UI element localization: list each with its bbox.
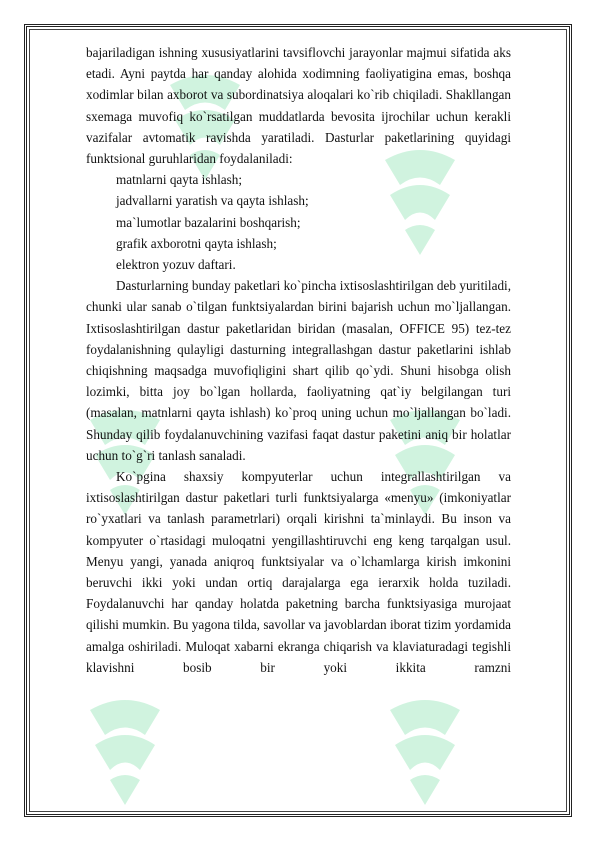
list-item: grafik axborotni qayta ishlash; — [116, 235, 277, 251]
leaf-logo-icon — [370, 690, 480, 810]
list-item: ma`lumotlar bazalarini boshqarish; — [116, 214, 301, 230]
list-item: elektron yozuv daftari. — [116, 257, 236, 273]
paragraph-1: bajariladigan ishning xususiyatlarini tavsiflovchi jarayonlar majmui sifatida aks etadi. Ayni paytda har qanday alohida xodimning faoliyatigina emas, boshqa xodimlar bilan axborot va subordinatsiya aloqalari ko`rib chiqiladi. Shakllangan sxemaga muvofiq ko`rsatilgan muddatlarda bevosita ijrochilar uchun kerakli vazifalar avtomatik ravishda yaratiladi. Dasturlar paketlarining quyidagi funktsional guruhlaridan foydalaniladi: — [86, 45, 511, 167]
document-body — [86, 42, 511, 678]
list-item: jadvallarni yaratish va qayta ishlash; — [116, 193, 309, 209]
list-item: matnlarni qayta ishlash; — [116, 172, 242, 188]
leaf-logo-icon — [70, 690, 180, 810]
paragraph-3: Ko`pgina shaxsiy kompyuterlar uchun integrallashtirilgan va ixtisoslashtirilgan dastur paketlari turli funktsiyalarga «menyu» (imkoniyatlar ro`yxatlari va tanlash parametrlari) orqali kirishni ta`minlaydi. Bu inson va kompyuter o`rtasidagi muloqatni yengillashtiruvchi eng keng tarqalgan usul. Menyu yangi, yanada aniqroq funktsiyalar va o`lchamlarga kirish imkonini beruvchi ikki yoki undan ortiq darajalarga ega ierarxik holda tuziladi. Foydalanuvchi har qanday holatda paketning barcha funktsiyasiga murojaat qilishi mumkin. Bu yagona tilda, savollar va javoblardan iborat tizim yordamida amalga oshiriladi. Muloqat xabarni ekranga chiqarish va klaviaturadagi tegishli klavishni bosib bir yoki ikkita ramzni — [86, 469, 511, 675]
paragraph-2: Dasturlarning bunday paketlari ko`pincha ixtisoslashtirilgan deb yuritiladi, chunki ular sanab o`tilgan funktsiyalardan birini bajarish uchun mo`ljallangan. Ixtisoslashtirilgan dastur paketlaridan biridan (masalan, OFFICE 95) tez-tez foydalanishning qulayligi dasturning integrallashgan dastur paketlarini ishlab chiqishning maqsadga muvofiqligini shart qilib qo`ydi. Shuni hisobga olish lozimki, bitta joy bo`lgan hollarda, faoliyatning qat`iy belgilangan turi (masalan, matnlarni qayta ishlash) ko`proq uning uchun mo`ljallangan bo`ladi. Shunday qilib foydalanuvchining vazifasi faqat dastur paketini aniq bir holatlar uchun to`g`ri tanlash sanaladi. — [86, 278, 511, 463]
